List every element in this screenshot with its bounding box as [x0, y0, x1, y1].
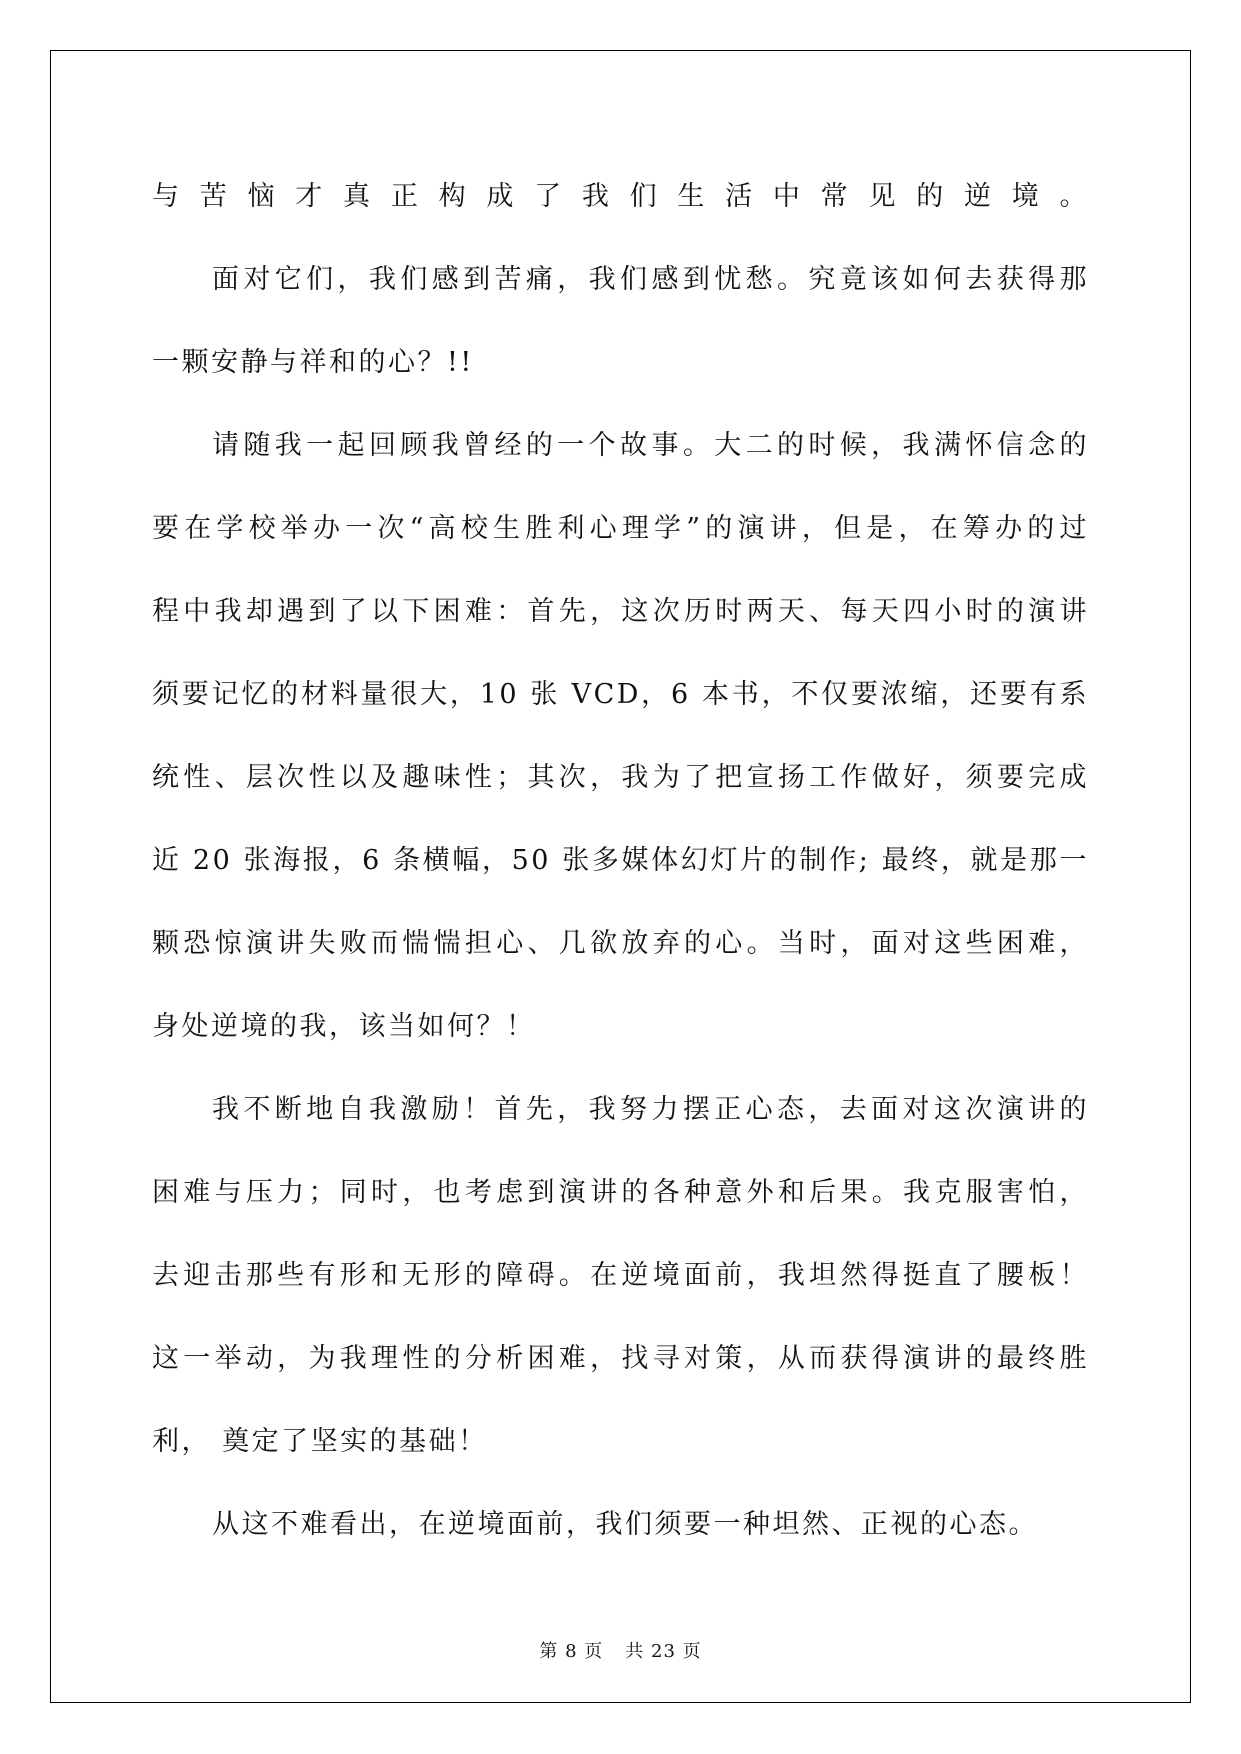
text-line-10: 颗恐惊演讲失败而惴惴担心、几欲放弃的心。当时，面对这些困难， — [152, 928, 1089, 959]
text-line-9: 近 20 张海报，6 条横幅，50 张多媒体幻灯片的制作; 最终，就是那一 — [152, 845, 1089, 876]
page-number: 第 8 页 — [539, 1641, 604, 1662]
text-line-5: 要在学校举办一次“高校生胜利心理学”的演讲，但是，在筹办的过 — [152, 513, 1089, 544]
text-line-14: 去迎击那些有形和无形的障碍。在逆境面前，我坦然得挺直了腰板！ — [152, 1260, 1089, 1291]
text-line-16: 利， 奠定了坚实的基础！ — [152, 1426, 488, 1457]
text-line-6: 程中我却遇到了以下困难：首先，这次历时两天、每天四小时的演讲 — [152, 596, 1089, 627]
text-line-3: 一颗安静与祥和的心？!! — [152, 347, 474, 378]
text-line-7: 须要记忆的材料量很大，10 张 VCD，6 本书，不仅要浓缩，还要有系 — [152, 679, 1089, 710]
text-line-13: 困难与压力；同时，也考虑到演讲的各种意外和后果。我克服害怕， — [152, 1177, 1089, 1208]
text-line-1: 与苦恼才真正构成了我们生活中常见的逆境。 — [152, 181, 1089, 212]
page-footer — [0, 1637, 1241, 1663]
text-line-2: 面对它们，我们感到苦痛，我们感到忧愁。究竟该如何去获得那 — [212, 264, 1089, 295]
text-line-17: 从这不难看出，在逆境面前，我们须要一种坦然、正视的心态。 — [212, 1509, 1038, 1540]
text-line-8: 统性、层次性以及趣味性；其次，我为了把宣扬工作做好，须要完成 — [152, 762, 1089, 793]
document-body — [152, 155, 1089, 1566]
page-total: 共 23 页 — [625, 1641, 702, 1662]
text-line-15: 这一举动，为我理性的分析困难，找寻对策，从而获得演讲的最终胜 — [152, 1343, 1089, 1374]
text-line-4: 请随我一起回顾我曾经的一个故事。大二的时候，我满怀信念的 — [212, 430, 1089, 461]
text-line-11: 身处逆境的我，该当如何？！ — [152, 1011, 536, 1042]
text-line-12: 我不断地自我激励！首先，我努力摆正心态，去面对这次演讲的 — [212, 1094, 1089, 1125]
